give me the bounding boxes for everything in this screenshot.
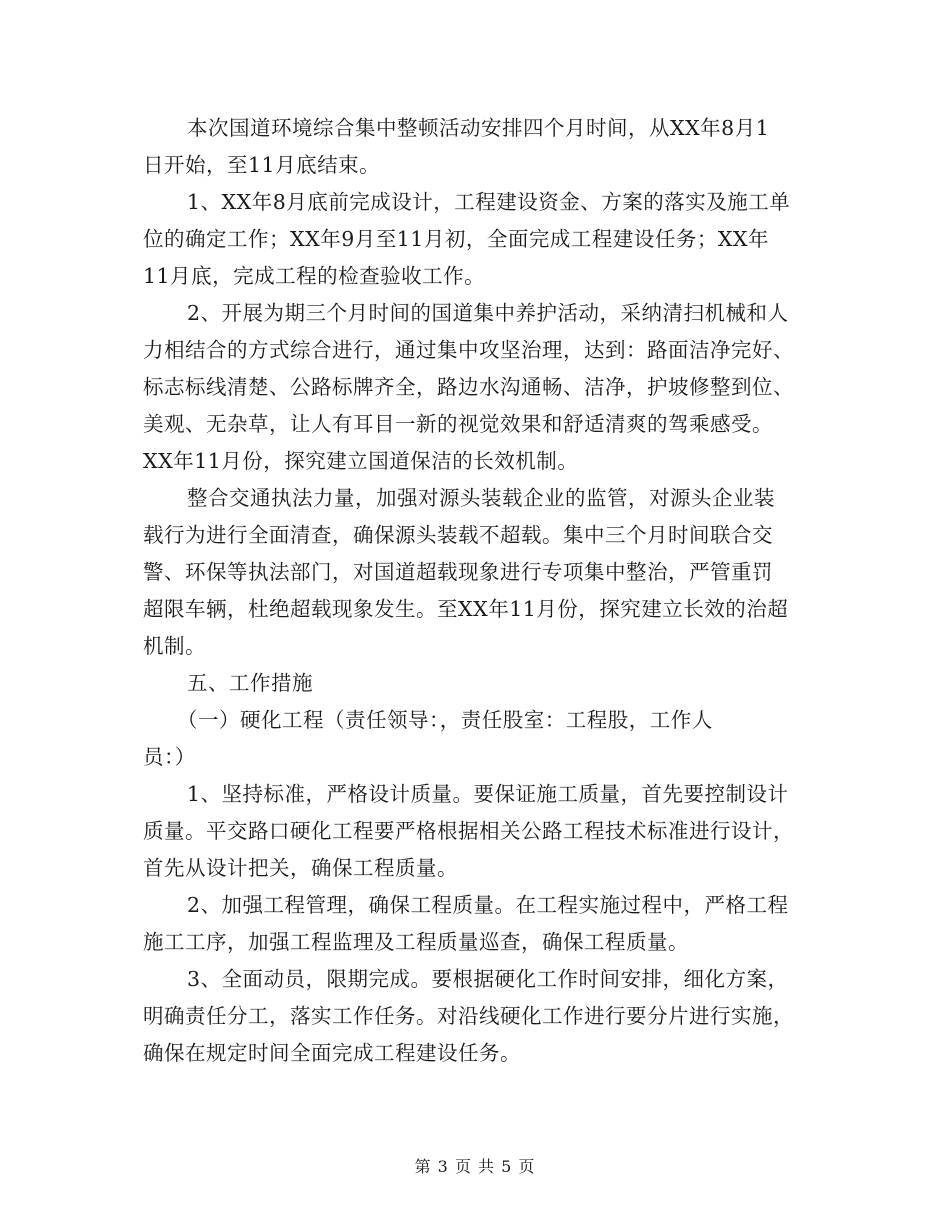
paragraph-line: 2、开展为期三个月时间的国道集中养护活动，采纳清扫机械和人 — [187, 301, 789, 325]
paragraph-line: 载行为进行全面清查，确保源头装载不超载。集中三个月时间联合交 — [143, 523, 773, 547]
paragraph-line: 1、XX年8月底前完成设计，工程建设资金、方案的落实及施工单 — [187, 190, 791, 214]
subsection-heading-cont: 员：） — [143, 745, 196, 769]
paragraph-line: 美观、无杂草，让人有耳目一新的视觉效果和舒适清爽的驾乘感受。 — [143, 412, 773, 436]
document-body — [143, 110, 809, 1072]
page-footer: 第 3 页 共 5 页 — [414, 1157, 536, 1176]
paragraph-line: 标志标线清楚、公路标牌齐全，路边水沟通畅、洁净，护坡修整到位、 — [143, 375, 794, 399]
paragraph-line: 本次国道环境综合集中整顿活动安排四个月时间，从XX年8月1 — [187, 116, 770, 140]
paragraph-line: XX年11月份，探究建立国道保洁的长效机制。 — [143, 449, 579, 473]
paragraph-line: 施工工序，加强工程监理及工程质量巡查，确保工程质量。 — [143, 930, 689, 954]
paragraph-line: 3、全面动员，限期完成。要根据硬化工作时间安排，细化方案， — [187, 967, 789, 991]
paragraph-line: 位的确定工作；XX年9月至11月初，全面完成工程建设任务；XX年 — [143, 227, 770, 251]
paragraph-line: 质量。平交路口硬化工程要严格根据相关公路工程技术标准进行设计， — [143, 819, 794, 843]
paragraph-line: 11月底，完成工程的检查验收工作。 — [143, 264, 486, 288]
paragraph-line: 2、加强工程管理，确保工程质量。在工程实施过程中，严格工程 — [187, 893, 789, 917]
paragraph-line: 警、环保等执法部门，对国道超载现象进行专项集中整治，严管重罚 — [143, 560, 773, 584]
subsection-heading: （一）硬化工程（责任领导：，责任股室：工程股，工作人 — [177, 708, 713, 732]
paragraph-line: 超限车辆，杜绝超载现象发生。至XX年11月份，探究建立长效的治超 — [143, 597, 789, 621]
paragraph-line: 机制。 — [143, 634, 206, 658]
paragraph-line: 日开始，至11月底结束。 — [143, 153, 381, 177]
paragraph-line: 明确责任分工，落实工作任务。对沿线硬化工作进行要分片进行实施， — [143, 1004, 794, 1028]
paragraph-line: 整合交通执法力量，加强对源头装载企业的监管，对源头企业装 — [187, 486, 775, 510]
paragraph-line: 力相结合的方式综合进行，通过集中攻坚治理，达到：路面洁净完好、 — [143, 338, 794, 362]
paragraph-line: 首先从设计把关，确保工程质量。 — [143, 856, 458, 880]
paragraph-line: 1、坚持标准，严格设计质量。要保证施工质量，首先要控制设计 — [187, 782, 789, 806]
paragraph-line: 确保在规定时间全面完成工程建设任务。 — [143, 1041, 521, 1065]
section-heading: 五、工作措施 — [187, 671, 313, 695]
